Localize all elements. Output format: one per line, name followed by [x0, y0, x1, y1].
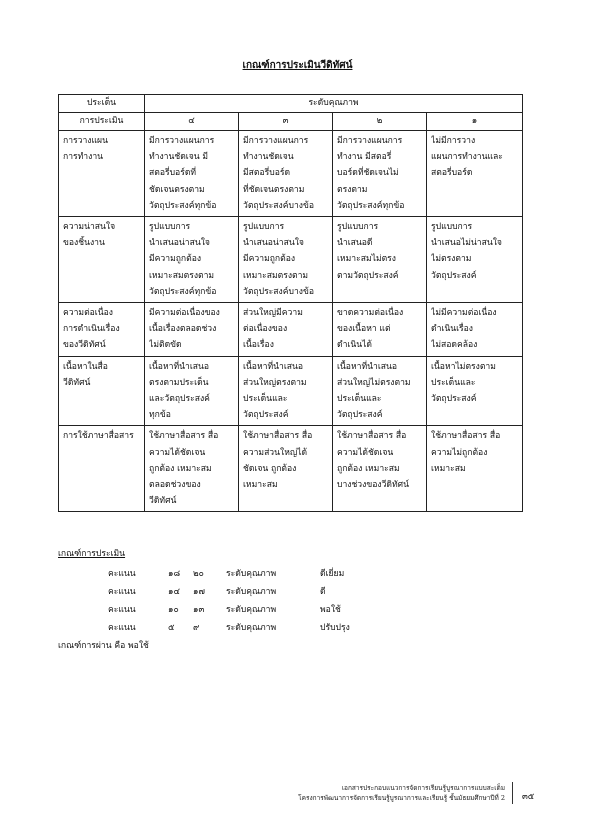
aspect-line: ความน่าสนใจ: [63, 222, 116, 233]
criteria-level-label: ระดับคุณภาพ: [226, 587, 277, 597]
level-cell: [239, 131, 333, 217]
criteria-score-high: ๒๐: [193, 569, 204, 579]
level-cell-line: นำเสนอน่าสนใจ: [149, 238, 210, 249]
criteria-result: ดี: [320, 587, 326, 597]
level-cell-line: วัตถุประสงค์: [337, 410, 383, 421]
level-cell-line: มีสตอรี่บอร์ด: [243, 168, 291, 179]
level-cell: [145, 131, 239, 217]
level-cell-line: ถูกต้อง เหมาะสม: [337, 463, 400, 474]
aspect-line: ของชิ้นงาน: [63, 238, 105, 249]
criteria-row: [58, 584, 358, 602]
level-cell-line: นำเสนอน่าสนใจ: [243, 238, 304, 249]
aspect-line: วีดิทัศน์: [63, 377, 91, 388]
level-cell: [427, 303, 523, 357]
aspect-cell: [59, 356, 145, 426]
level-cell-line: เหมาะสม: [243, 480, 278, 491]
level-cell-line: ดำเนินเรื่อง: [431, 324, 474, 335]
criteria-score-high: ๑๓: [193, 605, 205, 615]
header-row-1: [59, 95, 523, 113]
header-aspect-line1: ประเด็น: [59, 95, 145, 113]
level-cell-line: ชัดเจน ถูกต้อง: [243, 463, 297, 474]
aspect-cell: [59, 217, 145, 303]
aspect-line: การทำงาน: [63, 152, 104, 163]
level-cell-line: ความได้ชัดเจน: [337, 447, 394, 458]
pass-criteria: เกณฑ์การผ่าน คือ พอใช้: [58, 641, 149, 651]
level-cell-line: รูปแบบการ: [431, 222, 473, 233]
level-cell-line: รูปแบบการ: [243, 222, 285, 233]
criteria-heading: เกณฑ์การประเมิน: [58, 549, 126, 559]
level-cell-line: ต่อเนื่องของ: [243, 324, 288, 335]
level-cell-line: ไม่ตรงตาม: [431, 254, 472, 265]
level-cell-line: ความได้ชัดเจน: [149, 447, 206, 458]
level-cell-line: ส่วนใหญ่ตรงตาม: [243, 377, 307, 388]
level-cell-line: ใช้ภาษาสื่อสาร สื่อ: [149, 431, 219, 442]
level-cell-line: และวัตถุประสงค์: [149, 394, 210, 405]
level-cell: [239, 356, 333, 426]
aspect-line: ความต่อเนื่อง: [63, 308, 113, 319]
level-cell-line: มีความต่อเนื่องของ: [149, 308, 220, 319]
level-cell-line: ทำงานชัดเจน: [243, 152, 294, 163]
level-cell-line: ตรงตาม: [337, 184, 368, 195]
criteria-score-low: ๑๘: [168, 569, 181, 579]
level-cell-line: มีการวางแผนการ: [243, 136, 309, 146]
criteria-level-label: ระดับคุณภาพ: [226, 569, 277, 579]
header-row-2: [59, 113, 523, 131]
aspect-line: การดำเนินเรื่อง: [63, 324, 120, 335]
level-cell-line: วัตถุประสงค์ทุกข้อ: [337, 200, 405, 211]
level-cell-line: ประเด็นและ: [337, 394, 382, 405]
criteria-score-low: ๑๐: [168, 605, 179, 615]
rubric-row: [59, 426, 523, 512]
level-cell-line: เหมาะสมตรงตาม: [243, 270, 309, 281]
criteria-row: [58, 566, 358, 584]
level-cell-line: ทุกข้อ: [149, 410, 171, 421]
criteria-row: [58, 602, 358, 620]
rubric-body: [59, 131, 523, 512]
level-cell-line: ความส่วนใหญ่ได้: [243, 447, 308, 458]
level-cell-line: ตลอดช่วงของ: [149, 480, 201, 491]
criteria-score-low: ๕: [168, 623, 175, 633]
level-cell-line: วัตถุประสงค์ทุกข้อ: [149, 200, 217, 211]
header-level-1: ๑: [427, 113, 523, 131]
level-cell-line: วัตถุประสงค์: [243, 410, 289, 421]
level-cell-line: ส่วนใหญ่ไม่ตรงตาม: [337, 377, 411, 388]
level-cell: [239, 303, 333, 357]
header-level-3: ๓: [239, 113, 333, 131]
level-cell: [427, 356, 523, 426]
aspect-line: เนื้อหาในสื่อ: [63, 361, 108, 372]
level-cell-line: บอร์ดที่ชัดเจนไม่: [337, 168, 399, 179]
criteria-result: พอใช้: [320, 605, 341, 615]
level-cell: [427, 426, 523, 512]
level-cell-line: เนื้อเรื่องตลอดช่วง: [149, 324, 217, 335]
rubric-row: [59, 303, 523, 357]
level-cell-line: ชัดเจนตรงตาม: [149, 184, 205, 195]
level-cell-line: ตรงตามประเด็น: [149, 377, 209, 388]
level-cell: [333, 217, 427, 303]
level-cell: [333, 303, 427, 357]
level-cell: [333, 426, 427, 512]
level-cell-line: เนื้อหาที่นำเสนอ: [149, 361, 210, 372]
level-cell-line: นำเสนอไม่น่าสนใจ: [431, 238, 502, 249]
level-cell-line: เนื้อหาที่นำเสนอ: [337, 361, 398, 372]
level-cell-line: ดำเนินได้: [337, 340, 372, 351]
level-cell-line: มีการวางแผนการ: [337, 136, 403, 146]
rubric-table: [58, 94, 523, 512]
criteria-level-label: ระดับคุณภาพ: [226, 605, 277, 615]
footer-divider: [512, 782, 513, 804]
level-cell-line: เนื้อเรื่อง: [243, 340, 274, 351]
level-cell-line: ตามวัตถุประสงค์: [337, 270, 399, 281]
level-cell-line: รูปแบบการ: [149, 222, 191, 233]
level-cell: [333, 131, 427, 217]
level-cell-line: ถูกต้อง เหมาะสม: [149, 463, 212, 474]
aspect-line: การใช้ภาษาสื่อสาร: [63, 431, 134, 442]
criteria-score-label: คะแนน: [108, 587, 136, 597]
rubric-row: [59, 217, 523, 303]
level-cell: [427, 217, 523, 303]
criteria-score-low: ๑๔: [168, 587, 180, 597]
rubric-row: [59, 131, 523, 217]
footer-line-2: โครงการพัฒนาการจัดการเรียนรู้บูรณาการและเรียนรู้ ชั้นมัธยมศึกษาปีที่ 2: [298, 793, 505, 802]
criteria-score-high: ๙: [193, 623, 200, 633]
level-cell-line: สตอรี่บอร์ดที่: [149, 168, 197, 179]
header-quality-level: ระดับคุณภาพ: [145, 95, 523, 113]
level-cell-line: ความไม่ถูกต้อง: [431, 447, 488, 458]
aspect-cell: [59, 303, 145, 357]
level-cell-line: ใช้ภาษาสื่อสาร สื่อ: [243, 431, 313, 442]
header-level-4: ๔: [145, 113, 239, 131]
page-number: ๓๕: [522, 792, 535, 802]
aspect-cell: [59, 131, 145, 217]
criteria-section: [58, 546, 358, 656]
criteria-row: [58, 620, 358, 638]
level-cell: [427, 131, 523, 217]
aspect-line: การวางแผน: [63, 136, 108, 146]
rubric-row: [59, 356, 523, 426]
level-cell-line: วัตถุประสงค์บางข้อ: [243, 286, 314, 297]
criteria-result: ดีเยี่ยม: [320, 569, 345, 579]
level-cell-line: เนื้อหาที่นำเสนอ: [243, 361, 304, 372]
criteria-result: ปรับปรุง: [320, 623, 350, 633]
level-cell-line: ใช้ภาษาสื่อสาร สื่อ: [337, 431, 407, 442]
level-cell-line: ของเนื้อหา แต่: [337, 324, 391, 335]
level-cell-line: สตอรี่บอร์ด: [431, 168, 473, 179]
level-cell-line: แผนการทำงานและ: [431, 152, 503, 163]
level-cell: [239, 217, 333, 303]
criteria-score-high: ๑๗: [193, 587, 205, 597]
level-cell: [239, 426, 333, 512]
level-cell: [145, 356, 239, 426]
level-cell: [145, 303, 239, 357]
level-cell-line: ไม่ติดขัด: [149, 340, 182, 351]
criteria-score-label: คะแนน: [108, 569, 136, 579]
level-cell-line: ประเด็นและ: [431, 377, 476, 388]
level-cell-line: ประเด็นและ: [243, 394, 288, 405]
header-aspect-line2: การประเมิน: [59, 113, 145, 131]
level-cell-line: มีความถูกต้อง: [149, 254, 202, 265]
level-cell-line: ขาดความต่อเนื่อง: [337, 308, 404, 319]
criteria-score-label: คะแนน: [108, 605, 136, 615]
level-cell: [145, 217, 239, 303]
level-cell-line: วีดิทัศน์: [149, 496, 177, 507]
level-cell: [333, 356, 427, 426]
level-cell-line: วัตถุประสงค์: [431, 394, 477, 405]
page-title: เกณฑ์การประเมินวีดิทัศน์: [242, 60, 353, 71]
aspect-line: ของวีดิทัศน์: [63, 340, 106, 351]
level-cell-line: วัตถุประสงค์บางข้อ: [243, 200, 314, 211]
level-cell-line: รูปแบบการ: [337, 222, 379, 233]
level-cell-line: ที่ชัดเจนตรงตาม: [243, 184, 305, 195]
criteria-score-label: คะแนน: [108, 623, 136, 633]
level-cell-line: ส่วนใหญ่มีความ: [243, 308, 303, 319]
level-cell-line: นำเสนอดี: [337, 238, 373, 249]
level-cell-line: ไม่สอดคล้อง: [431, 340, 478, 351]
level-cell-line: ไม่มีความต่อเนื่อง: [431, 308, 497, 319]
page-footer: [285, 784, 505, 803]
criteria-level-label: ระดับคุณภาพ: [226, 623, 277, 633]
level-cell-line: บางช่วงของวีดิทัศน์: [337, 480, 409, 491]
level-cell-line: วัตถุประสงค์ทุกข้อ: [149, 286, 217, 297]
level-cell-line: มีการวางแผนการ: [149, 136, 215, 146]
level-cell-line: ใช้ภาษาสื่อสาร สื่อ: [431, 431, 501, 442]
level-cell: [145, 426, 239, 512]
level-cell-line: ทำงานชัดเจน มี: [149, 152, 209, 163]
aspect-cell: [59, 426, 145, 512]
level-cell-line: ไม่มีการวาง: [431, 136, 476, 146]
level-cell-line: เหมาะสมไม่ตรง: [337, 254, 396, 265]
header-level-2: ๒: [333, 113, 427, 131]
level-cell-line: เหมาะสม: [431, 463, 466, 474]
level-cell-line: มีความถูกต้อง: [243, 254, 296, 265]
level-cell-line: เหมาะสมตรงตาม: [149, 270, 215, 281]
level-cell-line: วัตถุประสงค์: [431, 270, 477, 281]
level-cell-line: เนื้อหาไม่ตรงตาม: [431, 361, 496, 372]
footer-line-1: เอกสารประกอบแนวการจัดการเรียนรู้บูรณาการแบบสะเต็ม: [341, 784, 505, 792]
level-cell-line: ทำงาน มีสตอรี่: [337, 152, 392, 163]
